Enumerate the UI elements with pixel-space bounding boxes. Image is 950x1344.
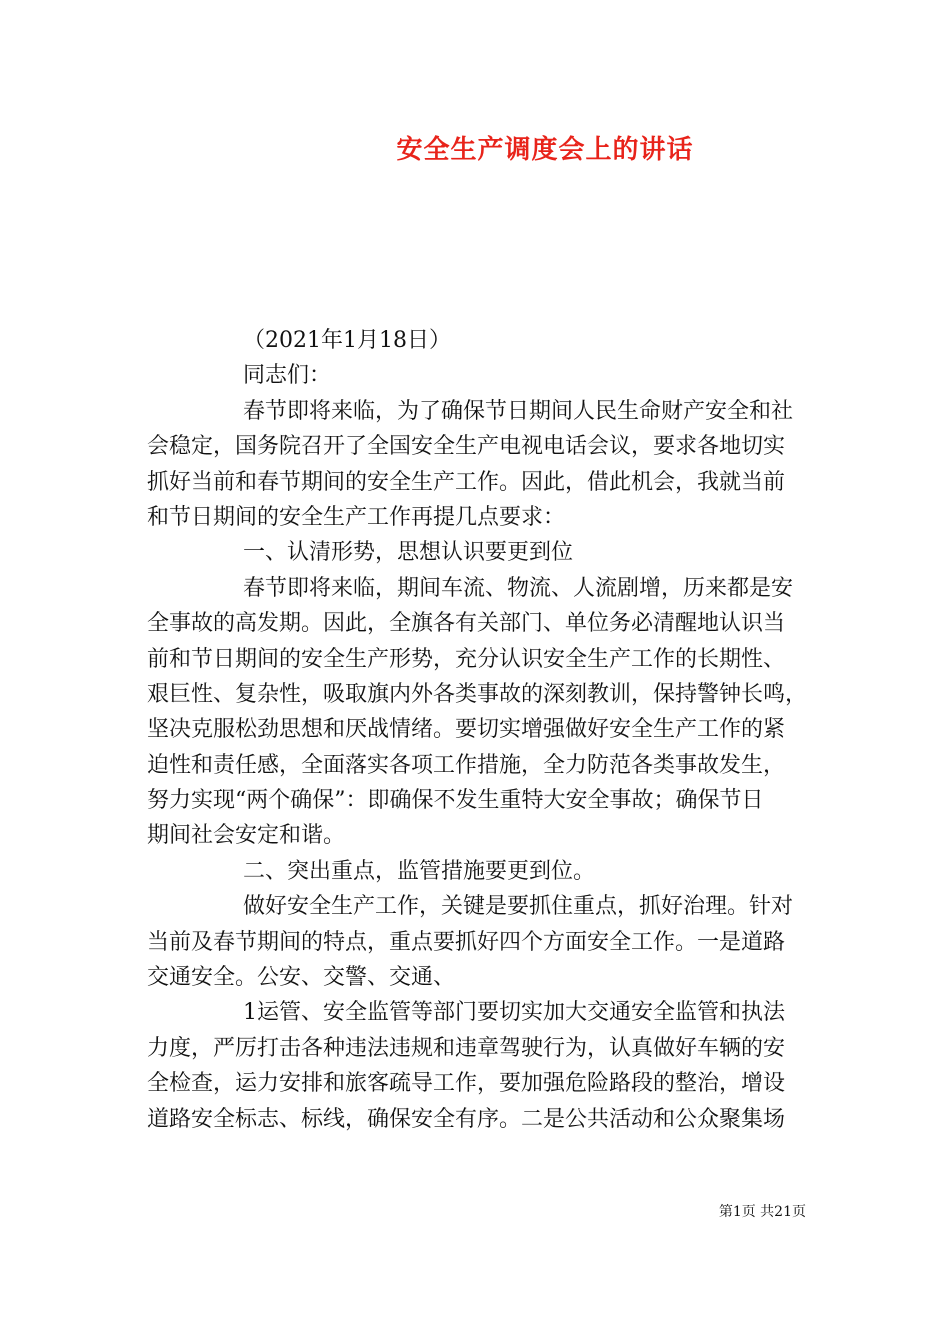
text-line: 春节即将来临，期间车流、物流、人流剧增，历来都是安 [243, 575, 794, 601]
text-line: 期间社会安定和谐。 [147, 823, 346, 849]
text-line: 二、突出重点，监管措施要更到位。 [243, 858, 596, 884]
text-line: 道路安全标志、标线，确保安全有序。二是公共活动和公众聚集场 [147, 1106, 786, 1132]
page-footer: 第1页 共21页 [718, 1204, 806, 1220]
text-line: 一、认清形势，思想认识要更到位 [243, 540, 574, 566]
text-line: 力度，严厉打击各种违法违规和违章驾驶行为，认真做好车辆的安 [147, 1035, 786, 1061]
text-line: 抓好当前和春节期间的安全生产工作。因此，借此机会，我就当前 [147, 469, 786, 495]
text-line: 努力实现“两个确保”：即确保不发生重特大安全事故；确保节日 [147, 788, 764, 814]
text-line: 1运管、安全监管等部门要切实加大交通安全监管和执法 [243, 1000, 785, 1026]
text-line: 全事故的高发期。因此，全旗各有关部门、单位务必清醒地认识当 [147, 611, 786, 637]
page-title: 安全生产调度会上的讲话 [396, 135, 694, 165]
text-line: 交通安全。公安、交警、交通、 [147, 965, 456, 991]
text-line: 和节日期间的安全生产工作再提几点要求： [147, 504, 566, 530]
text-line: 全检查，运力安排和旅客疏导工作，要加强危险路段的整治，增设 [147, 1071, 786, 1097]
text-line: 做好安全生产工作，关键是要抓住重点，抓好治理。针对 [243, 894, 794, 920]
text-line: 前和节日期间的安全生产形势，充分认识安全生产工作的长期性、 [147, 646, 786, 672]
text-line: 会稳定，国务院召开了全国安全生产电视电话会议，要求各地切实 [147, 434, 786, 460]
text-line: 春节即将来临，为了确保节日期间人民生命财产安全和社 [243, 398, 794, 424]
text-line: （2021年1月18日） [243, 328, 451, 353]
text-line: 坚决克服松劲思想和厌战情绪。要切实增强做好安全生产工作的紧 [147, 717, 786, 743]
text-line: 同志们： [243, 363, 332, 389]
text-line: 艰巨性、复杂性，吸取旗内外各类事故的深刻教训，保持警钟长鸣， [147, 681, 807, 707]
document-body [147, 323, 807, 1137]
text-line: 迫性和责任感，全面落实各项工作措施，全力防范各类事故发生， [147, 752, 786, 778]
text-line: 当前及春节期间的特点，重点要抓好四个方面安全工作。一是道路 [147, 929, 786, 955]
